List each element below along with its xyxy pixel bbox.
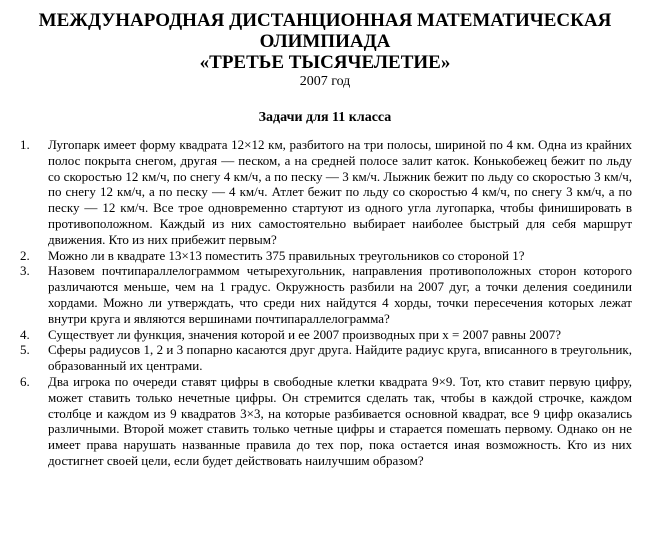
problem-text: Существует ли функция, значения которой и ее 2007 производных при x = 2007 равны 2007? — [48, 326, 561, 342]
problem-item — [18, 327, 632, 343]
problem-text: Можно ли в квадрате 13×13 поместить 375 правильных треугольников со стороной 1? — [48, 247, 525, 263]
title-line-3: «ТРЕТЬЕ ТЫСЯЧЕЛЕТИЕ» — [199, 52, 451, 73]
problem-number: 3. — [20, 263, 30, 279]
problem-list — [18, 137, 632, 469]
grade-subtitle: Задачи для 11 класса — [258, 110, 392, 125]
problem-number: 1. — [20, 137, 30, 152]
title-block — [18, 10, 632, 91]
problem-item — [18, 248, 632, 264]
problem-number: 5. — [20, 342, 30, 358]
problem-number: 4. — [20, 326, 30, 342]
title-line-2: ОЛИМПИАДА — [259, 31, 391, 52]
problem-number: 2. — [20, 247, 30, 263]
problem-text: Два игрока по очереди ставят цифры в свободные клетки квадрата 9×9. Тот, кто ставит первую цифру, может ставить только нечетные цифры. Он стремится сделать так, чтобы в каждой строчке, каждом столбце и каждом из 9 квадратов 3×3, на которые разбивается основной квадрат, все 9 цифр оказались различными. Второй может ставить только четные цифры и старается помешать первому. Однако он не имеет права нарушать названные правила до тех пор, пока остается иная возможность. Кто из них достигнет своей цели, если будет действовать наилучшим образом? — [48, 373, 632, 468]
problem-text: Лугопарк имеет форму квадрата 12×12 км, разбитого на три полосы, шириной по 4 км. Одна из крайних полос покрыта снегом, другая — песком, а на средней полосе залит каток. Конькобежец бежит по льду со скоростью 12 км/ч, по снегу 4 км/ч, а по песку — 3 км/ч. Лыжник бежит по льду со скоростью 3 км/ч, по снегу 12 км/ч, а по песку — 4 км/ч. Атлет бежит по льду со скоростью 4 км/ч, по снегу 3 км/ч, а по песку — 12 км/ч. Все трое одновременно стартуют из одного угла лугопарка, чтобы финишировать в противоположном. Каждый из них самостоятельно выбирает наиболее быстрый для себя маршрут движения. Кто из них прибежит первым? — [48, 137, 632, 247]
problem-item — [18, 137, 632, 248]
year-label: 2007 год — [299, 74, 351, 89]
problem-item — [18, 374, 632, 469]
title-line-1: МЕЖДУНАРОДНАЯ ДИСТАНЦИОННАЯ МАТЕМАТИЧЕСКАЯ — [38, 10, 612, 31]
problem-text: Назовем почтипараллелограммом четырехугольник, направления противоположных сторон которого различаются меньше, чем на 1 градус. Окружность разбили на 2007 дуг, а точки деления соединили хордами. Можно ли утверждать, что среди них найдутся 4 хорды, точки пересечения которых лежат внутри круга и являются вершинами почтипараллелограмма? — [48, 263, 632, 326]
problem-item — [18, 263, 632, 326]
problem-item — [18, 342, 632, 374]
problem-number: 6. — [20, 373, 30, 389]
problem-text: Сферы радиусов 1, 2 и 3 попарно касаются друг друга. Найдите радиус круга, вписанного в треугольник, образованный их центрами. — [48, 342, 632, 374]
